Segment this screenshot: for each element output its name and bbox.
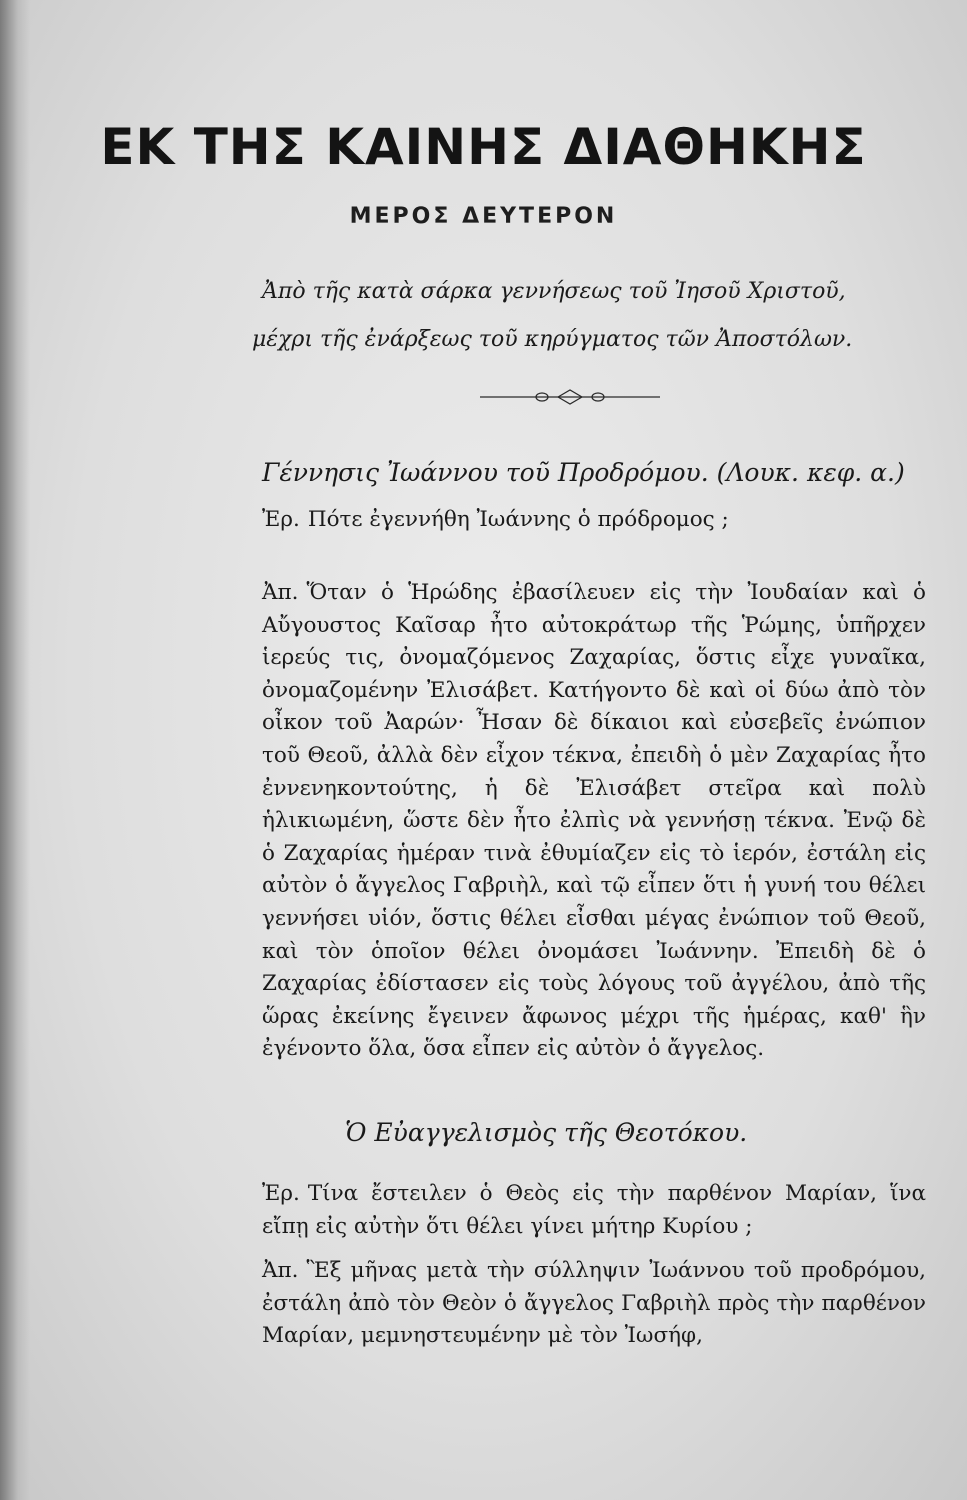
- question-paragraph-2: [262, 1178, 926, 1243]
- answer-label: Ἀπ.: [262, 580, 299, 605]
- question-text: Πότε ἐγεννήθη Ἰωάννης ὁ πρόδρομος ;: [307, 507, 729, 532]
- answer-paragraph-2: [262, 1255, 926, 1353]
- question-paragraph-1: [262, 504, 926, 537]
- question-label: Ἐρ.: [262, 507, 300, 532]
- page-subtitle: ΜΕΡΟΣ ΔΕΥΤΕΡΟΝ: [349, 204, 618, 229]
- section-heading-annunciation: Ὁ Εὐαγγελισμὸς τῆς Θεοτόκου.: [345, 1118, 748, 1147]
- page-title: ΕΚ ΤΗΣ ΚΑΙΝΗΣ ΔΙΑΘΗΚΗΣ: [100, 118, 867, 176]
- answer-text: Ὅταν ὁ Ἡρώδης ἐβασίλευεν εἰς τὴν Ἰουδαίαν καὶ ὁ Αὔγουστος Καῖσαρ ἦτο αὐτοκράτωρ τῆς Ῥώμης, ὑπῆρχεν ἱερεύς τις, ὀνομαζόμενος Ζαχαρίας, ὅστις εἶχε γυναῖκα, ὀνομαζομένην Ἐλισάβετ. Κατήγοντο δὲ καὶ οἱ δύω ἀπὸ τὸν οἶκον τοῦ Ἀαρών· Ἦσαν δὲ δίκαιοι καὶ εὐσεβεῖς ἐνώπιον τοῦ Θεοῦ, ἀλλὰ δὲν εἶχον τέκνα, ἐπειδὴ ὁ μὲν Ζαχαρίας ἦτο ἐννενηκοντούτης, ἡ δὲ Ἐλισάβετ στεῖρα καὶ πολὺ ἡλικιωμένη, ὥστε δὲν ἦτο ἐλπὶς νὰ γεννήσῃ τέκνα. Ἐνῷ δὲ ὁ Ζαχαρίας ἡμέραν τινὰ ἐθυμίαζεν εἰς τὸ ἱερόν, ἐστάλη εἰς αὐτὸν ὁ ἄγγελος Γαβριὴλ, καὶ τῷ εἶπεν ὅτι ἡ γυνή του θέλει γεννήσει υἱόν, ὅστις θέλει εἶσθαι μέγας ἐνώπιον τοῦ Θεοῦ, καὶ τὸν ὁποῖον θέλει ὀνομάσει Ἰωάννην. Ἐπειδὴ δὲ ὁ Ζαχαρίας ἐδίστασεν εἰς τοὺς λόγους τοῦ ἀγγέλου, ἀπὸ τῆς ὥρας ἐκείνης ἔγεινεν ἄφωνος μέχρι τῆς ἡμέρας, καθ' ἣν ἐγένοντο ὅλα, ὅσα εἶπεν εἰς αὐτὸν ὁ ἄγγελος.: [262, 580, 926, 1062]
- answer-label: Ἀπ.: [262, 1258, 299, 1283]
- question-label: Ἐρ.: [262, 1181, 300, 1206]
- intro-line-2: μέχρι τῆς ἐνάρξεως τοῦ κηρύγματος τῶν Ἀποστόλων.: [252, 327, 853, 352]
- answer-paragraph-1: [262, 577, 926, 1066]
- intro-text: [252, 268, 902, 364]
- answer-text: Ἓξ μῆνας μετὰ τὴν σύλληψιν Ἰωάννου τοῦ προδρόμου, ἐστάλη ἀπὸ τὸν Θεὸν ὁ ἄγγελος Γαβριὴλ πρὸς τὴν παρθένον Μαρίαν, μεμνηστευμένην μὲ τὸν Ἰωσήφ,: [262, 1258, 926, 1349]
- ornament-divider-icon: [480, 385, 660, 409]
- question-text: Τίνα ἔστειλεν ὁ Θεὸς εἰς τὴν παρθένον Μαρίαν, ἵνα εἴπῃ εἰς αὐτὴν ὅτι θέλει γίνει μήτηρ Κυρίου ;: [262, 1181, 926, 1239]
- section-heading-birth-of-john: Γέννησις Ἰωάννου τοῦ Προδρόμου. (Λουκ. κεφ. α.): [262, 458, 905, 487]
- intro-line-1: Ἀπὸ τῆς κατὰ σάρκα γεννήσεως τοῦ Ἰησοῦ Χριστοῦ,: [262, 279, 846, 304]
